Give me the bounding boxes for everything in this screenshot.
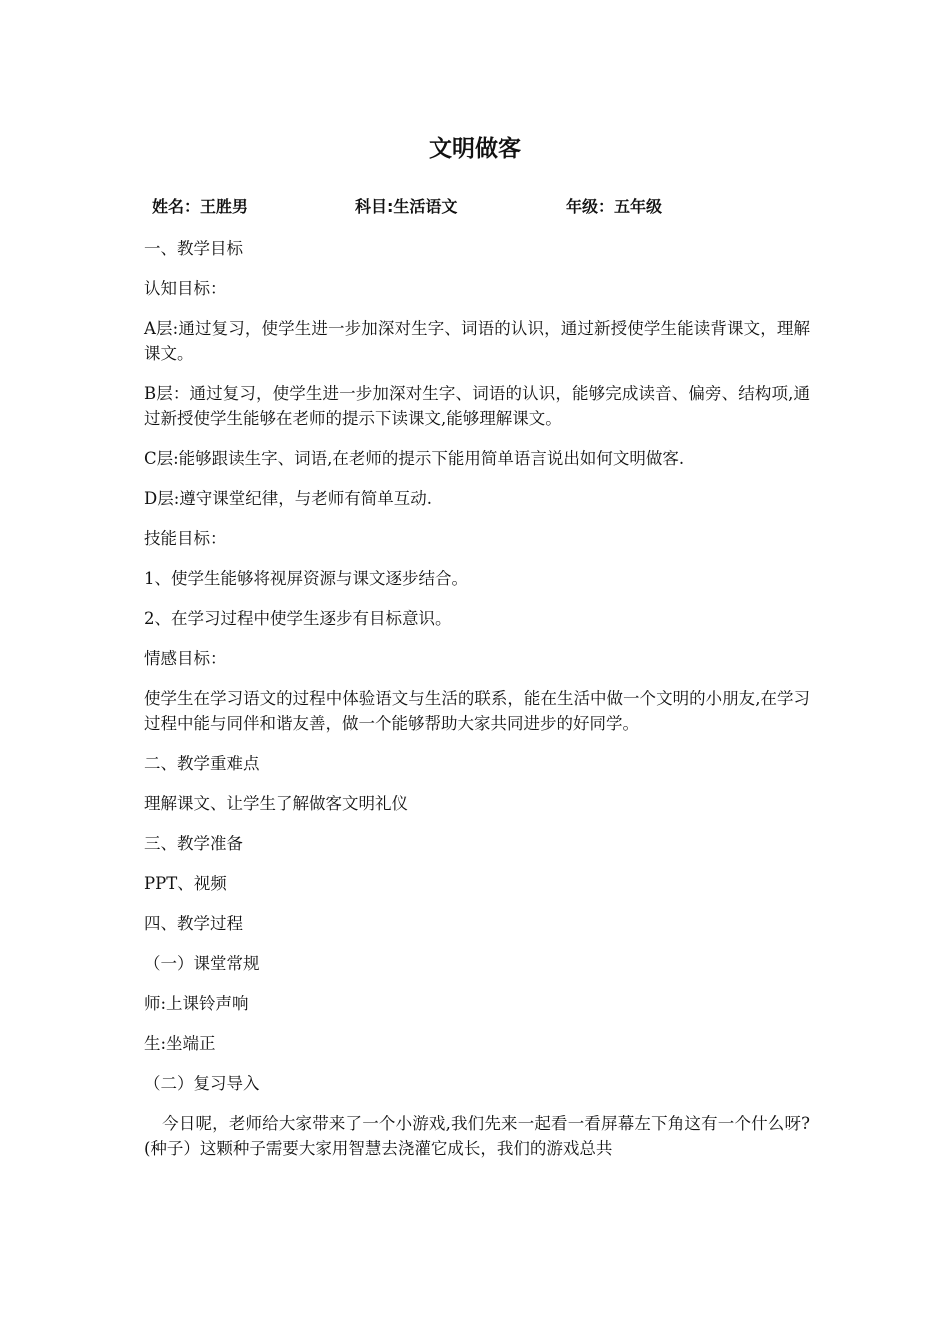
subheading-classroom-routine: （一）课堂常规	[144, 954, 260, 973]
paragraph-game-intro: 今日呢，老师给大家带来了一个小游戏,我们先来一起看一看屏幕左下角这有一个什么呀?(种子）这颗种子需要大家用智慧去浇灌它成长，我们的游戏总共	[144, 1114, 810, 1158]
section-heading-teaching-goals: 一、教学目标	[144, 239, 243, 258]
subheading-review-intro: （二）复习导入	[144, 1074, 260, 1093]
paragraph-emotional: 使学生在学习语文的过程中体验语文与生活的联系，能在生活中做一个文明的小朋友,在学习过程中能与同伴和谐友善，做一个能够帮助大家共同进步的好同学。	[144, 689, 810, 733]
paragraph-level-b: B层：通过复习，使学生进一步加深对生字、词语的认识，能够完成读音、偏旁、结构项,通过新授使学生能够在老师的提示下读课文,能够理解课文。	[144, 384, 810, 428]
subheading-emotional-goals: 情感目标：	[144, 649, 227, 668]
section-heading-process: 四、教学过程	[144, 914, 243, 933]
paragraph-preparation: PPT、视频	[144, 874, 227, 893]
paragraph-teacher-line: 师:上课铃声响	[144, 994, 249, 1013]
section-heading-key-points: 二、教学重难点	[144, 754, 260, 773]
paragraph-level-a: A层:通过复习，使学生进一步加深对生字、词语的认识，通过新授使学生能读背课文，理解课文。	[144, 319, 810, 363]
paragraph-skill-1: 1、使学生能够将视屏资源与课文逐步结合。	[144, 569, 468, 588]
paragraph-level-c: C层:能够跟读生字、词语,在老师的提示下能用简单语言说出如何文明做客.	[144, 449, 685, 468]
subject-label: 科目:生活语文	[355, 197, 458, 216]
section-heading-preparation: 三、教学准备	[144, 834, 243, 853]
subheading-cognitive-goals: 认知目标：	[144, 279, 227, 298]
paragraph-level-d: D层:遵守课堂纪律，与老师有简单互动.	[144, 489, 433, 508]
teacher-name: 姓名：王胜男	[152, 197, 249, 216]
paragraph-skill-2: 2、在学习过程中使学生逐步有目标意识。	[144, 609, 452, 628]
document-body	[144, 236, 810, 1176]
document-title: 文明做客	[429, 136, 521, 162]
paragraph-student-line: 生:坐端正	[144, 1034, 216, 1053]
paragraph-key-points: 理解课文、让学生了解做客文明礼仪	[144, 794, 408, 813]
subheading-skill-goals: 技能目标：	[144, 529, 227, 548]
grade-label: 年级：五年级	[566, 197, 663, 216]
